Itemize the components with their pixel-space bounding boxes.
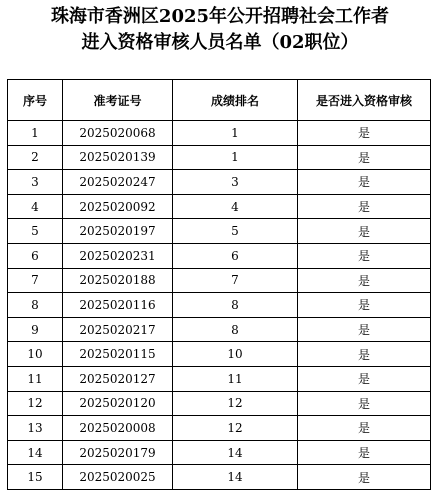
qualification-review-cell: 是 (298, 170, 431, 195)
qualification-review-cell: 是 (298, 243, 431, 268)
table-row (8, 391, 431, 416)
serial-number-cell: 13 (8, 416, 63, 441)
table-row (8, 440, 431, 465)
qualification-review-cell: 是 (298, 293, 431, 318)
ticket-number-cell: 2025020247 (63, 170, 173, 195)
score-rank-cell: 11 (173, 366, 298, 391)
serial-number-cell: 12 (8, 391, 63, 416)
qualification-review-cell: 是 (298, 268, 431, 293)
ticket-number-cell: 2025020127 (63, 366, 173, 391)
ticket-number-cell: 2025020139 (63, 145, 173, 170)
ticket-number-cell: 2025020025 (63, 465, 173, 490)
serial-number-cell: 15 (8, 465, 63, 490)
qualification-review-cell: 是 (298, 366, 431, 391)
qualification-review-cell: 是 (298, 145, 431, 170)
table-row (8, 194, 431, 219)
table-body (8, 121, 431, 490)
score-rank-cell: 7 (173, 268, 298, 293)
header-serial-number: 序号 (8, 80, 63, 121)
qualification-review-cell: 是 (298, 121, 431, 146)
header-score-rank: 成绩排名 (173, 80, 298, 121)
ticket-number-cell: 2025020115 (63, 342, 173, 367)
serial-number-cell: 6 (8, 243, 63, 268)
header-ticket-number: 准考证号 (63, 80, 173, 121)
table-header-row (8, 80, 431, 121)
serial-number-cell: 2 (8, 145, 63, 170)
serial-number-cell: 3 (8, 170, 63, 195)
score-rank-cell: 4 (173, 194, 298, 219)
table-row (8, 317, 431, 342)
serial-number-cell: 7 (8, 268, 63, 293)
serial-number-cell: 10 (8, 342, 63, 367)
ticket-number-cell: 2025020197 (63, 219, 173, 244)
table-row (8, 121, 431, 146)
score-rank-cell: 14 (173, 440, 298, 465)
score-rank-cell: 5 (173, 219, 298, 244)
score-rank-cell: 1 (173, 145, 298, 170)
serial-number-cell: 11 (8, 366, 63, 391)
table-row (8, 416, 431, 441)
score-rank-cell: 10 (173, 342, 298, 367)
qualification-review-cell: 是 (298, 194, 431, 219)
title-line-1: 珠海市香洲区2025年公开招聘社会工作者 (50, 6, 390, 27)
table-row (8, 170, 431, 195)
qualification-review-cell: 是 (298, 342, 431, 367)
qualification-review-cell: 是 (298, 317, 431, 342)
serial-number-cell: 5 (8, 219, 63, 244)
score-rank-cell: 12 (173, 391, 298, 416)
table-row (8, 219, 431, 244)
table-row (8, 366, 431, 391)
score-rank-cell: 1 (173, 121, 298, 146)
ticket-number-cell: 2025020120 (63, 391, 173, 416)
header-qualification-review: 是否进入资格审核 (298, 80, 431, 121)
serial-number-cell: 9 (8, 317, 63, 342)
score-rank-cell: 8 (173, 293, 298, 318)
table-row (8, 268, 431, 293)
table-row (8, 145, 431, 170)
ticket-number-cell: 2025020008 (63, 416, 173, 441)
serial-number-cell: 8 (8, 293, 63, 318)
serial-number-cell: 14 (8, 440, 63, 465)
table-row (8, 243, 431, 268)
qualification-review-cell: 是 (298, 219, 431, 244)
ticket-number-cell: 2025020116 (63, 293, 173, 318)
score-rank-cell: 6 (173, 243, 298, 268)
title-line-2: 进入资格审核人员名单（02职位） (81, 32, 359, 53)
table-row (8, 465, 431, 490)
ticket-number-cell: 2025020092 (63, 194, 173, 219)
qualification-review-cell: 是 (298, 440, 431, 465)
table-row (8, 342, 431, 367)
ticket-number-cell: 2025020068 (63, 121, 173, 146)
score-rank-cell: 3 (173, 170, 298, 195)
document-title (0, 0, 440, 56)
ticket-number-cell: 2025020231 (63, 243, 173, 268)
serial-number-cell: 4 (8, 194, 63, 219)
qualification-review-cell: 是 (298, 416, 431, 441)
ticket-number-cell: 2025020188 (63, 268, 173, 293)
serial-number-cell: 1 (8, 121, 63, 146)
table-row (8, 293, 431, 318)
qualification-review-cell: 是 (298, 391, 431, 416)
qualification-review-cell: 是 (298, 465, 431, 490)
ticket-number-cell: 2025020179 (63, 440, 173, 465)
score-rank-cell: 14 (173, 465, 298, 490)
score-rank-cell: 8 (173, 317, 298, 342)
candidate-table (7, 79, 431, 490)
ticket-number-cell: 2025020217 (63, 317, 173, 342)
score-rank-cell: 12 (173, 416, 298, 441)
